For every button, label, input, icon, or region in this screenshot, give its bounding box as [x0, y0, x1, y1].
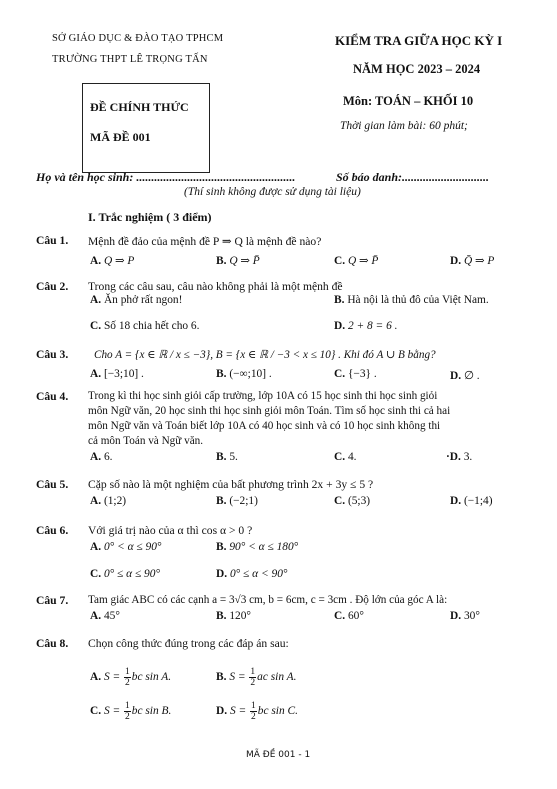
option-text: Q ⇒ P	[103, 255, 135, 267]
official-label: ĐỀ CHÍNH THỨC	[90, 100, 189, 114]
option-prefix: S =	[229, 705, 250, 718]
option-letter: A.	[90, 541, 102, 553]
option-c	[90, 568, 160, 580]
question-text: Cặp số nào là một nghiệm của bất phương trình 2x + 3y ≤ 5 ?	[88, 478, 374, 491]
option-a	[90, 610, 120, 622]
option-letter: A.	[90, 451, 102, 463]
fraction-numerator: 1	[125, 701, 130, 711]
question-label: Câu 3.	[36, 348, 69, 361]
option-text: Hà nội là thủ đô của Việt Nam.	[347, 294, 489, 306]
option-c	[334, 495, 370, 507]
option-text: (−1;4)	[463, 495, 493, 507]
option-a	[90, 451, 112, 463]
time-limit: Thời gian làm bài: 60 phút;	[340, 120, 468, 132]
fraction-denominator: 2	[250, 678, 256, 688]
exam-code: MÃ ĐỀ 001	[90, 130, 151, 144]
option-letter: D.	[216, 705, 228, 718]
option-text: ∅ .	[463, 370, 480, 382]
option-prefix: S =	[229, 671, 249, 684]
fraction-denominator: 2	[125, 678, 130, 688]
option-d	[446, 451, 472, 463]
option-text: bc sin A.	[131, 671, 172, 684]
option-letter: A.	[90, 368, 102, 380]
option-b	[216, 541, 298, 553]
option-letter: B.	[216, 451, 227, 463]
option-letter: B.	[334, 294, 345, 306]
question-text: Mệnh đề đảo của mệnh đề P ⇒ Q là mệnh đề nào?	[88, 235, 322, 248]
question-label: Câu 2.	[36, 280, 69, 293]
option-d	[450, 253, 494, 267]
option-c	[334, 368, 377, 380]
option-letter: B.	[216, 255, 227, 267]
option-letter: B.	[216, 671, 227, 684]
subject: Môn: TOÁN – KHỐI 10	[343, 94, 474, 108]
option-text: 2 + 8 = 6 .	[347, 320, 398, 332]
no-materials-note: (Thí sinh không được sử dụng tài liệu)	[184, 186, 361, 198]
school-year: NĂM HỌC 2023 – 2024	[353, 62, 481, 76]
option-text: 60°	[347, 610, 364, 622]
option-b	[216, 368, 272, 380]
department-name: SỞ GIÁO DỤC & ĐÀO TẠO TPHCM	[52, 33, 224, 44]
student-id-label: Số báo danh:.............................	[336, 170, 490, 184]
page-footer-code: MÃ ĐỀ 001 - 1	[246, 750, 311, 760]
option-letter: D.	[216, 568, 228, 580]
option-text: 5.	[229, 451, 238, 463]
option-letter: D.	[334, 320, 346, 332]
option-d	[216, 568, 287, 580]
option-text: bc sin C.	[257, 705, 298, 718]
option-letter: ·D.	[446, 451, 461, 463]
student-name-label: Họ và tên học sinh: .....................................................	[36, 170, 296, 184]
option-text: (1;2)	[103, 495, 127, 507]
question-text: Với giá trị nào của α thì cos α > 0 ?	[88, 524, 253, 537]
option-a	[90, 368, 144, 380]
question-text: Chọn công thức đúng trong các đáp án sau:	[88, 637, 289, 650]
option-text: 45°	[103, 610, 120, 622]
option-text: 0° ≤ α ≤ 90°	[103, 568, 161, 580]
option-text: 4.	[347, 451, 357, 463]
one-half-fraction	[249, 667, 256, 688]
option-a	[90, 253, 134, 267]
option-letter: C.	[334, 451, 346, 463]
fraction-denominator: 2	[251, 712, 256, 722]
option-text: 120°	[229, 610, 251, 622]
option-letter: A.	[90, 610, 102, 622]
option-a	[90, 495, 126, 507]
option-text: 0° < α ≤ 90°	[103, 541, 162, 553]
official-box	[82, 83, 210, 173]
question-line: cả môn Toán và Ngữ văn.	[88, 435, 204, 447]
option-letter: B.	[216, 541, 227, 553]
option-letter: C.	[334, 368, 346, 380]
option-c	[90, 701, 171, 722]
option-letter: B.	[216, 368, 227, 380]
option-text: bc sin B.	[131, 705, 172, 718]
option-text: 90° < α ≤ 180°	[229, 541, 299, 553]
option-prefix: S =	[103, 671, 124, 684]
option-text: 6.	[103, 451, 113, 463]
option-letter: D.	[450, 370, 462, 382]
option-text: {−3} .	[347, 368, 377, 380]
option-letter: D.	[450, 495, 462, 507]
option-prefix: S =	[103, 705, 124, 718]
option-b	[334, 294, 489, 306]
question-label: Câu 7.	[36, 594, 69, 607]
option-letter: C.	[90, 568, 102, 580]
one-half-fraction	[250, 701, 257, 722]
one-half-fraction	[124, 667, 131, 688]
option-text: 0° ≤ α < 90°	[229, 568, 288, 580]
option-text: Q̄ ⇒ P	[463, 255, 495, 267]
option-letter: A.	[90, 294, 102, 306]
option-c	[334, 610, 364, 622]
fraction-denominator: 2	[125, 712, 130, 722]
option-text: (−2;1)	[229, 495, 258, 507]
option-d	[334, 320, 397, 332]
fraction-numerator: 1	[125, 667, 130, 677]
option-b	[216, 610, 251, 622]
option-d	[450, 610, 480, 622]
option-letter: C.	[334, 495, 346, 507]
exam-title: KIỂM TRA GIỮA HỌC KỲ I	[335, 33, 503, 48]
question-line: Trong kì thi học sinh giỏi cấp trường, lớp 10A có 15 học sinh thi học sinh giỏi	[88, 390, 438, 402]
option-letter: B.	[216, 610, 227, 622]
question-text: Tam giác ABC có các cạnh a = 3√3 cm, b = 6cm, c = 3cm . Độ lớn của góc A là:	[88, 594, 448, 606]
option-b	[216, 253, 260, 267]
one-half-fraction	[124, 701, 131, 722]
option-text: 30°	[463, 610, 480, 622]
option-text: [−3;10] .	[103, 368, 144, 380]
question-label: Câu 4.	[36, 390, 69, 403]
question-text: Cho A = {x ∈ ℝ / x ≤ −3}, B = {x ∈ ℝ / −3 < x ≤ 10} . Khi đó A ∪ B bằng?	[94, 349, 436, 361]
option-letter: C.	[334, 255, 346, 267]
option-a	[90, 541, 161, 553]
option-a	[90, 294, 182, 306]
question-label: Câu 6.	[36, 524, 69, 537]
option-letter: A.	[90, 495, 102, 507]
option-text: 3.	[463, 451, 473, 463]
option-c	[334, 451, 356, 463]
fraction-numerator: 1	[251, 701, 256, 711]
option-text: (5;3)	[347, 495, 371, 507]
option-a	[90, 667, 171, 688]
option-d	[450, 368, 480, 382]
section-title: I. Trắc nghiệm ( 3 điểm)	[88, 210, 212, 224]
option-text: Số 18 chia hết cho 6.	[103, 320, 200, 332]
question-text: Trong các câu sau, câu nào không phải là một mệnh đề	[88, 280, 343, 293]
option-d	[216, 701, 298, 722]
option-letter: D.	[450, 610, 462, 622]
option-c	[90, 320, 199, 332]
option-b	[216, 667, 296, 688]
school-name: TRƯỜNG THPT LÊ TRỌNG TẤN	[52, 54, 208, 65]
question-line: môn Ngữ văn và Toán biết lớp 10A có 40 học sinh và có 10 học sinh không thi	[88, 420, 441, 432]
option-text: ac sin A.	[257, 671, 297, 684]
option-letter: D.	[450, 255, 462, 267]
option-letter: C.	[90, 705, 102, 718]
question-line: môn Ngữ văn, 20 học sinh thi học sinh giỏi môn Toán. Tìm số học sinh thi cả hai	[88, 405, 451, 417]
option-text: Q ⇒ P̄	[229, 255, 260, 267]
option-letter: A.	[90, 255, 102, 267]
option-text: Ăn phở rất ngon!	[103, 294, 183, 306]
question-label: Câu 1.	[36, 234, 69, 247]
question-label: Câu 5.	[36, 478, 69, 491]
option-d	[450, 495, 493, 507]
option-text: (−∞;10] .	[229, 368, 272, 380]
option-b	[216, 451, 238, 463]
option-letter: A.	[90, 671, 102, 684]
fraction-numerator: 1	[250, 667, 256, 677]
option-letter: C.	[334, 610, 346, 622]
option-c	[334, 253, 378, 267]
option-b	[216, 495, 258, 507]
question-label: Câu 8.	[36, 637, 69, 650]
option-letter: C.	[90, 320, 102, 332]
option-letter: B.	[216, 495, 227, 507]
option-text: Q ⇒ P̄	[347, 255, 379, 267]
